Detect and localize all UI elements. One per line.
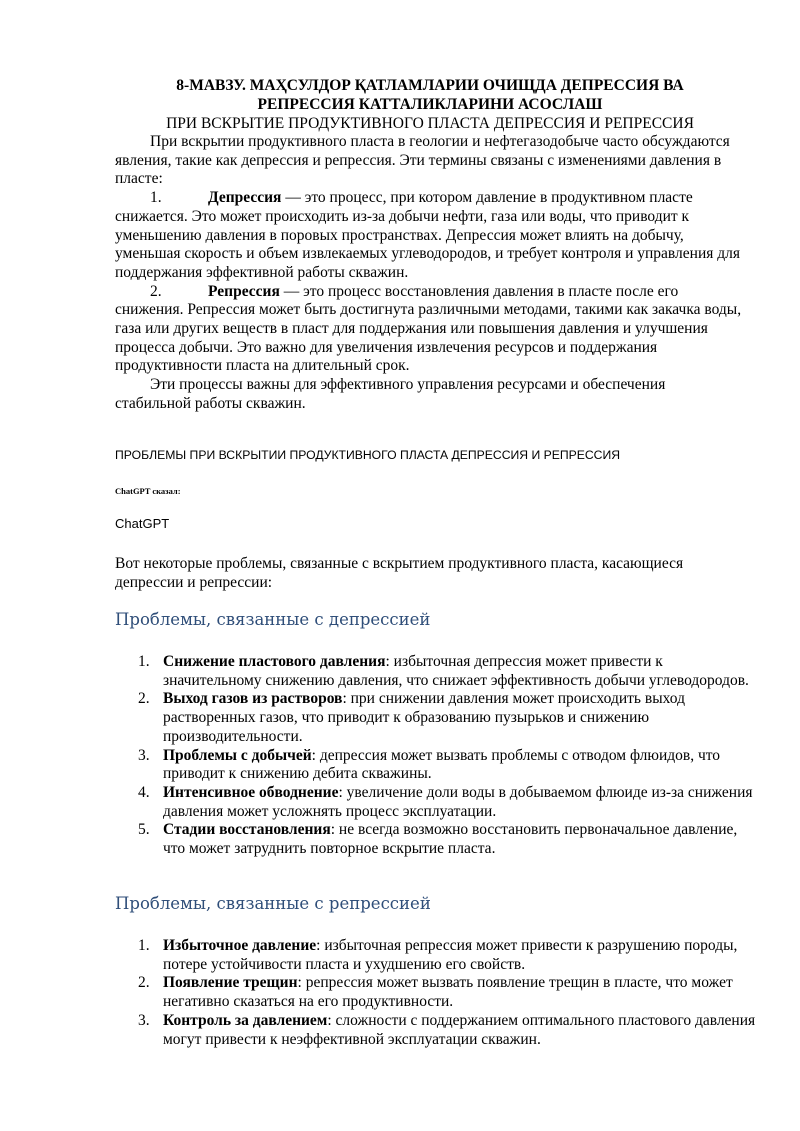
list-item — [138, 1011, 763, 1049]
list-item-number: 1. — [138, 653, 150, 670]
section-repression-heading: Проблемы, связанные с репрессией — [115, 894, 431, 913]
list-item-text: : не всегда возможно восстановить первоначальное давление, что может затруднить повторное вскрытие пласта. — [163, 821, 738, 858]
document-subtitle: ПРИ ВСКРЫТИЕ ПРОДУКТИВНОГО ПЛАСТА ДЕПРЕССИЯ И РЕПРЕССИЯ — [166, 115, 694, 132]
document-title-line2: РЕПРЕССИЯ КАТТАЛИКЛАРИНИ АСОСЛАШ — [257, 96, 603, 113]
list-item-term: Выход газов из растворов — [163, 690, 343, 708]
list-item-number: 3. — [138, 1011, 150, 1029]
definition-item-text: — это процесс восстановления давления в пласте после его снижения. Репрессия может быть достигнута различными методами, такими как закачка воды, газа или других веществ в пласт для поддержания или повышения давления и улучшения процесса добычи. Это важно для увеличения извлечения ресурсов и поддержания продуктивности пласта на длительный срок. — [115, 282, 742, 375]
definition-item-number: 2. — [150, 282, 162, 300]
definition-item-depression — [115, 189, 745, 283]
list-item — [138, 783, 763, 821]
list-item-term: Снижение пластового давления — [163, 653, 386, 670]
list-item-term: Появление трещин — [163, 974, 298, 992]
list-item-number: 3. — [138, 746, 150, 764]
list-item-text: : увеличение доли воды в добываемом флюиде из-за снижения давления может усложнять процесс эксплуатации. — [163, 783, 753, 820]
definition-item-repression — [115, 283, 745, 377]
document-title-line1: 8-МАВЗУ. МАҲСУЛДОР ҚАТЛАМЛАРИИ ОЧИЩДА ДЕПРЕССИЯ ВА — [176, 77, 684, 94]
list-item-term: Проблемы с добычей — [163, 746, 312, 764]
list-item-number: 5. — [138, 821, 150, 839]
list-item-text: : депрессия может вызвать проблемы с отводом флюидов, что приводит к снижению дебита скважины. — [163, 746, 721, 783]
list-item-text: : репрессия может вызвать появление трещин в пласте, что может негативно сказаться на его продуктивности. — [163, 974, 733, 1011]
list-item-term: Избыточное давление — [163, 937, 317, 954]
chatgpt-said-label: ChatGPT сказал: — [115, 486, 181, 496]
section-depression-heading: Проблемы, связанные с депрессией — [115, 610, 431, 629]
list-item-text: : избыточная депрессия может привести к значительному снижению давления, что снижает эффективность добычи углеводородов. — [163, 653, 749, 689]
list-item-term: Интенсивное обводнение — [163, 783, 339, 801]
list-item-number: 2. — [138, 974, 150, 992]
problems-heading: ПРОБЛЕМЫ ПРИ ВСКРЫТИИ ПРОДУКТИВНОГО ПЛАСТА ДЕПРЕССИЯ И РЕПРЕССИЯ — [115, 448, 621, 462]
list-item — [138, 937, 763, 974]
definition-item-term: Депрессия — [208, 189, 282, 207]
depression-problems-list — [115, 653, 763, 859]
list-item-text: : избыточная репрессия может привести к разрушению породы, потере устойчивости пласта и ухудшению его свойств. — [163, 937, 738, 973]
list-item-text: : сложности с поддержанием оптимального пластового давления могут привести к неэффективной эксплуатации скважин. — [163, 1011, 756, 1048]
conclusion-paragraph: Эти процессы важны для эффективного управления ресурсами и обеспечения стабильной работы скважин. — [115, 376, 666, 412]
chatgpt-label: ChatGPT — [115, 516, 170, 531]
list-item-text: : при снижении давления может происходить выход растворенных газов, что приводит к образованию пузырьков и снижению производительности. — [163, 690, 685, 745]
list-item — [138, 653, 763, 690]
list-item-term: Контроль за давлением — [163, 1011, 328, 1029]
list-item-number: 1. — [138, 937, 150, 954]
repression-problems-list — [115, 937, 763, 1049]
list-item — [138, 690, 763, 746]
definition-item-text: — это процесс, при котором давление в продуктивном пласте снижается. Это может происходить из-за добычи нефти, газа или воды, что приводит к уменьшению давления в поровых пространствах. Депрессия может влиять на добычу, уменьшая скорость и объем извлекаемых углеводородов, и требует контроля и управления для поддержания эффективной работы скважин. — [115, 189, 741, 281]
definition-item-term: Репрессия — [208, 282, 280, 300]
list-item-term: Стадии восстановления — [163, 821, 331, 839]
list-item — [138, 974, 763, 1011]
list-item-number: 2. — [138, 690, 150, 708]
list-item — [138, 821, 763, 858]
list-item — [138, 746, 763, 784]
document-page — [115, 76, 756, 1048]
intro-paragraph: При вскрытии продуктивного пласта в геологии и нефтегазодобыче часто обсуждаются явления, такие как депрессия и репрессия. Эти термины связаны с изменениями давления в пласте: — [115, 133, 730, 188]
list-item-number: 4. — [138, 783, 150, 801]
definition-item-number: 1. — [150, 189, 162, 207]
answer-intro: Вот некоторые проблемы, связанные с вскрытием продуктивного пласта, касающиеся депрессии и репрессии: — [115, 555, 684, 591]
